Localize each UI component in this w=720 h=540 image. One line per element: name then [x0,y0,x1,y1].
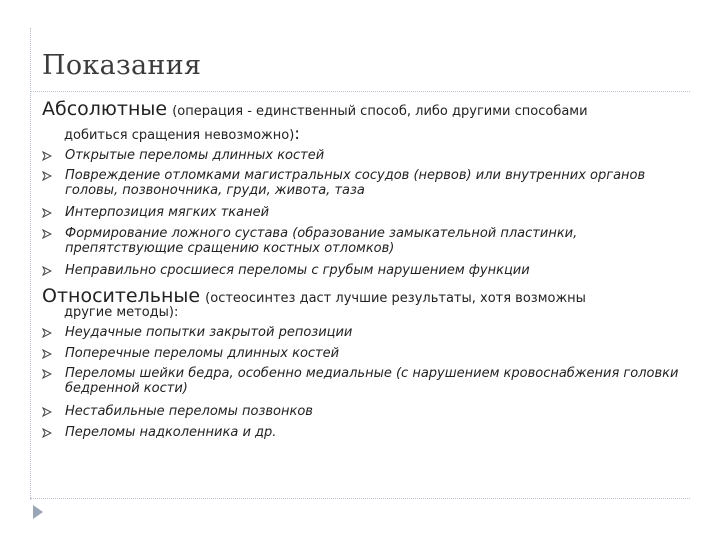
list-item-text: Открытые переломы длинных костей [65,148,325,163]
list-item-text: Повреждение отломками магистральных сосудов (нервов) или внутренних органов головы, позвоночника, груди, живота, таза [65,168,646,198]
arrowhead-bullet-icon [42,428,52,438]
vertical-divider [30,28,31,500]
arrowhead-bullet-icon [42,266,52,276]
title-divider [30,91,690,92]
arrowhead-bullet-icon [42,229,52,239]
list-item-text: Нестабильные переломы позвонков [65,404,313,419]
list-item-text: Неправильно сросшиеся переломы с грубым нарушением функции [65,263,530,278]
list-item-text: Переломы надколенника и др. [65,425,277,440]
corner-triangle-icon [33,505,43,519]
arrowhead-bullet-icon [42,171,52,181]
section-note-continuation-absolute [64,124,300,144]
arrowhead-bullet-icon [42,369,52,379]
section-note-absolute-cont: добиться сращения невозможно) [64,128,295,143]
section-note-colon: : [294,124,301,144]
arrowhead-bullet-icon [42,208,52,218]
arrowhead-bullet-icon [42,328,52,338]
list-item-text: Поперечные переломы длинных костей [65,346,340,361]
list-item-text: Переломы шейки бедра, особенно медиальные (с нарушением кровоснабжения головки бедренной кости) [65,366,679,396]
section-heading-absolute [42,98,588,120]
arrowhead-bullet-icon [42,151,52,161]
list-item-text: Формирование ложного сустава (образование замыкательной пластинки, препятствующие сращению костных отломков) [65,226,578,256]
list-item-text: Неудачные попытки закрытой репозиции [65,325,353,340]
arrowhead-bullet-icon [42,407,52,417]
footer-divider [30,498,690,499]
section-note-continuation-relative: другие методы): [64,305,179,320]
arrowhead-bullet-icon [42,349,52,359]
section-title-relative: Относительные [42,285,201,307]
section-title-absolute: Абсолютные [42,98,168,120]
page-title: Показания [42,50,202,81]
list-item-text: Интерпозиция мягких тканей [65,205,270,220]
section-note-absolute: (операция - единственный способ, либо другими способами [172,104,588,119]
section-heading-relative [42,285,586,307]
section-note-relative: (остеосинтез даст лучшие результаты, хотя возможны [205,291,586,306]
